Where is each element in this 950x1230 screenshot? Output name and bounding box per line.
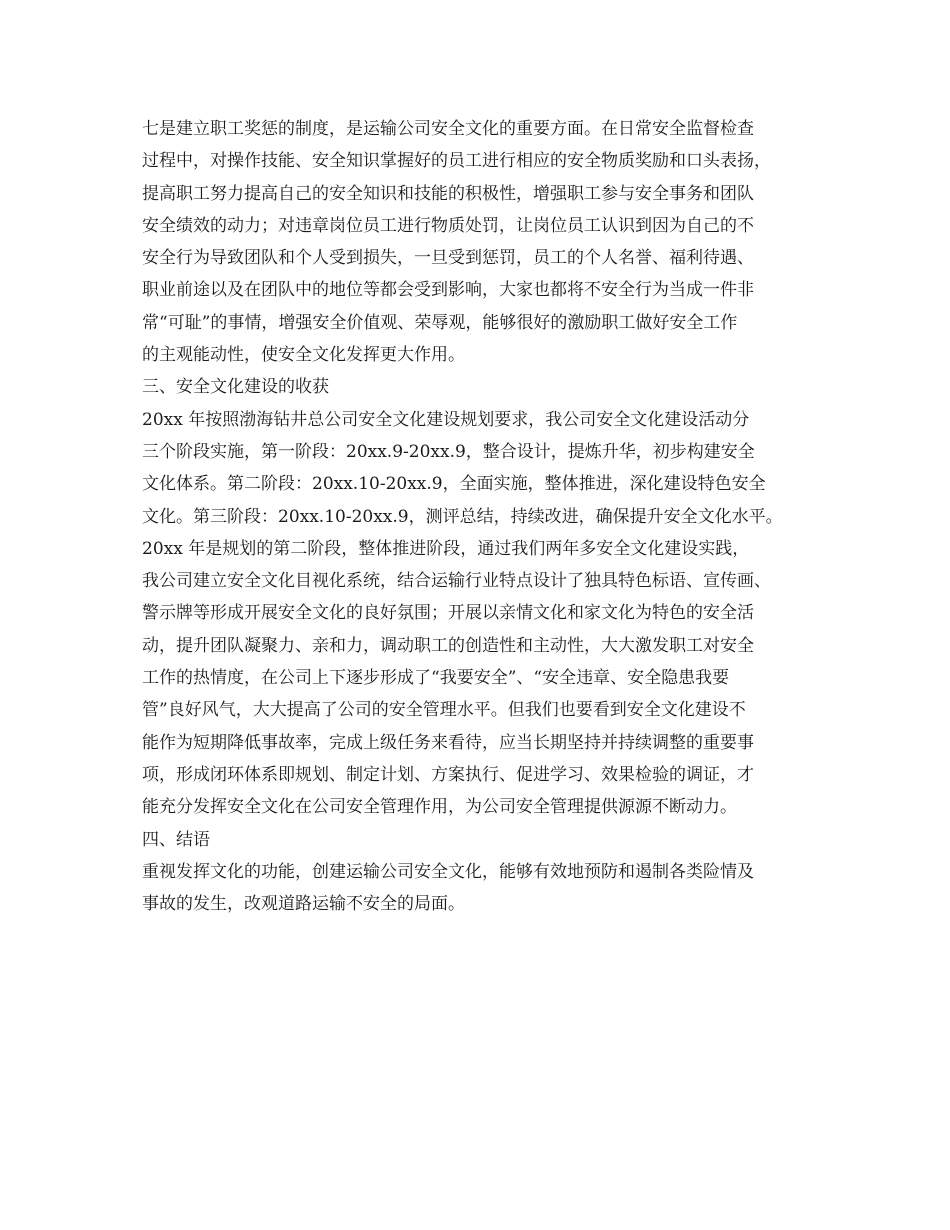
section-heading: 四、结语	[142, 829, 210, 850]
text-line: 重视发挥文化的功能，创建运输公司安全文化，能够有效地预防和遏制各类险情及	[142, 861, 754, 882]
text-line: 安全行为导致团队和个人受到损失，一旦受到惩罚，员工的个人名誉、福利待遇、	[142, 248, 754, 269]
text-line: 能充分发挥安全文化在公司安全管理作用，为公司安全管理提供源源不断动力。	[142, 797, 737, 818]
text-line: 文化体系。第二阶段：20xx.10-20xx.9，全面实施，整体推进，深化建设特色安全	[142, 474, 766, 495]
text-line: 提高职工努力提高自己的安全知识和技能的积极性，增强职工参与安全事务和团队	[142, 183, 754, 204]
text-line: 动，提升团队凝聚力、亲和力，调动职工的创造性和主动性，大大激发职工对安全	[142, 635, 754, 656]
text-line: 管”良好风气，大大提高了公司的安全管理水平。但我们也要看到安全文化建设不	[142, 700, 746, 721]
text-line: 三个阶段实施，第一阶段：20xx.9-20xx.9，整合设计，提炼升华，初步构建安全	[142, 441, 755, 462]
text-line: 项，形成闭环体系即规划、制定计划、方案执行、促进学习、效果检验的调证，才	[142, 764, 754, 785]
text-line: 的主观能动性，使安全文化发挥更大作用。	[142, 345, 465, 366]
text-line: 过程中，对操作技能、安全知识掌握好的员工进行相应的安全物质奖励和口头表扬，	[142, 151, 771, 172]
text-line: 能作为短期降低事故率，完成上级任务来看待，应当长期坚持并持续调整的重要事	[142, 732, 754, 753]
text-line: 职业前途以及在团队中的地位等都会受到影响，大家也都将不安全行为当成一件非	[142, 280, 754, 301]
text-line: 安全绩效的动力；对违章岗位员工进行物质处罚，让岗位员工认识到因为自己的不	[142, 215, 754, 236]
text-line: 七是建立职工奖惩的制度，是运输公司安全文化的重要方面。在日常安全监督检查	[142, 119, 754, 139]
text-line: 警示牌等形成开展安全文化的良好氛围；开展以亲情文化和家文化为特色的安全活	[142, 603, 754, 624]
text-line: 事故的发生，改观道路运输不安全的局面。	[142, 894, 465, 915]
text-line: 20xx 年按照渤海钻井总公司安全文化建设规划要求，我公司安全文化建设活动分	[142, 409, 750, 430]
text-line: 文化。第三阶段：20xx.10-20xx.9，测评总结，持续改进，确保提升安全文化水平。	[142, 506, 783, 527]
document-body	[142, 113, 832, 920]
text-line: 常“可耻”的事情，增强安全价值观、荣辱观，能够很好的激励职工做好安全工作	[142, 312, 738, 333]
text-line: 20xx 年是规划的第二阶段，整体推进阶段，通过我们两年多安全文化建设实践，	[142, 538, 750, 559]
text-line: 工作的热情度，在公司上下逐步形成了“我要安全”、“安全违章、安全隐患我要	[142, 668, 730, 689]
text-line: 我公司建立安全文化目视化系统，结合运输行业特点设计了独具特色标语、宣传画、	[142, 571, 771, 592]
section-heading: 三、安全文化建设的收获	[142, 377, 329, 398]
